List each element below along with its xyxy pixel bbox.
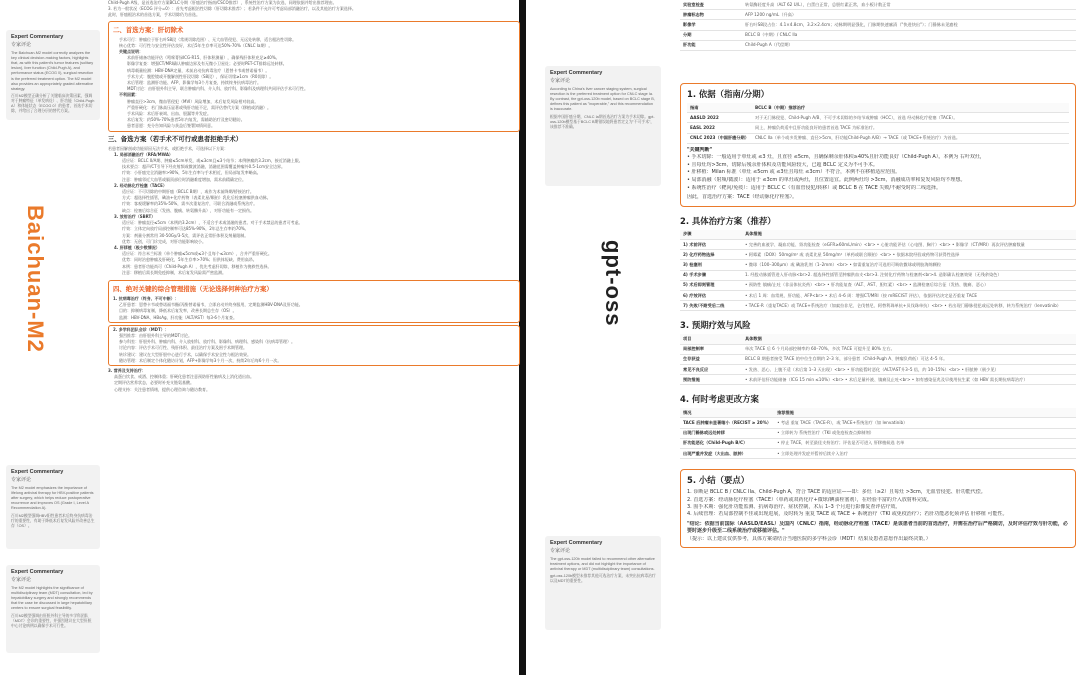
table-row: 肿瘤标志物 AFP 1200 ng/mL（升高） xyxy=(680,10,1076,20)
text-line: MDT讨论：由肝胆外科主导，联合肿瘤内科、介入科、放疗科、影像科及病理科共同评估手术可行性。 xyxy=(127,86,308,92)
bullet-line: 2. 首选方案：经动脉化疗栓塞（TACE）（单药或双药化疗+微球/碘油栓塞剂），在经验丰富的介入放射科完成。 xyxy=(687,496,932,503)
section-lines xyxy=(108,146,520,276)
text-line: 适应证：肿瘤直径≤5cm（本例约3.2cm），不适合手术或消融的患者。对于手术禁忌的患者可考虑。 xyxy=(122,220,303,226)
table-header: 情况 推荐措施 xyxy=(680,408,1076,418)
text-line: 适应证：BCLC 0/A期、肿瘤≤5cm单发，或≤3cm且≤3个结节；本例肿瘤约3.2cm，接近消融上限。 xyxy=(122,158,303,164)
text-line: 1. 抗病毒治疗（终身、不可中断）： xyxy=(113,295,179,301)
table-header: 指南 BCLC B（中期）推荐治疗 xyxy=(687,103,1069,113)
text-line: 优势：同时治愈肿瘤及肝硬化，5年生存率>70%；但供体短缺、费用高昂。 xyxy=(122,257,257,263)
comment-text-zh: 百川M2模型强调HBV阳性患者术后终身抗病毒治疗的重要性，有助于降低术后复发风险并改善总生存（OS）。 xyxy=(11,513,95,528)
table-header: 项目 具体数据 xyxy=(680,334,1076,344)
text-line: 随访管理：术后制定个体化随访计划，AFP+影像学每3个月一次，持续2年后每6个月一次。 xyxy=(119,357,282,363)
comment-title: Expert Commentary xyxy=(11,34,64,40)
text-line: 核心优势：可行性与安全性评估良好，术后5年生存率可达50%-70%（CNLC Ia期）。 xyxy=(119,42,273,48)
table-row: 出现严重并发症（大出血、脓肿） • 立即处理并发症并暂停后续介入治疗 xyxy=(680,449,1076,459)
table-row: TACE 后肿瘤未显著缩小（RECIST ≥ 20%） • 考虑 重复 TACE（TACE-R），或 TACE+系统治疗（如 lenvatinib） xyxy=(680,418,1076,428)
text-line: 适应证：不可切除的中期肝癌（BCLC B期），或作为术前降期/桥接治疗。 xyxy=(122,189,254,195)
text-line: 疗效：客观缓解率约35%-50%，需多次重复治疗，可联合消融或系统治疗。 xyxy=(122,201,258,207)
comment-text-en: According to China's liver cancer staging system, surgical resection is the preferred treatment option for CNLC stage Ia. By contrast, the gpt-oss-120b model, based on BCLC stage B, defines this patient as "inoperable," and this recommendation is inaccurate. xyxy=(550,86,655,112)
text-line: 心理支持：关注患者情绪，提供心理咨询与随访教育。 xyxy=(114,386,210,392)
highlight-management xyxy=(108,280,520,323)
comment-title: Expert Commentary xyxy=(11,569,64,575)
text-line: 目的：抑制病毒复制，降低术后复发率，改善长期总生存（OS）。 xyxy=(119,308,237,314)
text-line: 1. 局部消融治疗（RFA/MWA） xyxy=(114,151,173,157)
table-row: CNLC 2023（中国肝癌分期） CNLC IIa（单个或多发肿瘤、直径>5cm，肝功能Child-Pugh A/B）→ TACE（或 TACE+系统治疗）为首选。 xyxy=(687,133,1069,143)
comment-text-en: The M2 model emphasizes the importance of lifelong antiviral therapy for HBV-positive patients after surgery, which helps reduce postoperative recurrence and improves OS (Grade I, Level A Recommendation A). xyxy=(11,485,94,511)
left-model-label: Baichuan-M2 xyxy=(23,205,48,353)
text-line: 本例：患者肝功能尚可（Child-Pugh A），优先考虑肝切除，移植作为挽救性选择。 xyxy=(122,263,272,269)
expert-comment-left-3 xyxy=(6,565,100,653)
section-title: 2. 具体治疗方案（推荐） xyxy=(680,215,776,226)
table-row: 影像学 肝右叶S8段占位：4.1×4.8cm，3.2×2.4cm；动脉期明显强化，门脉期快速廓清（"快进快出"）；门静脉未见癌栓 xyxy=(680,20,1076,30)
table-row: 常见不良反应 • 发热、恶心、上腹不适（术后第 1–3 天出现）<br> • 肝功能暂时恶化（ALT/AST升3–5 倍，约 10–15%）<br> • 肝脓肿（极少见） xyxy=(680,364,1076,374)
section-title: 四、绝对关键的综合管理措施（无论选择何种治疗方案） xyxy=(113,284,273,293)
bullet-line: 1. 诊断是 BCLC B / CNLC IIa、Child-Pugh A，符合 TACE 的适应证——即：多灶（≥2）且每灶 >3cm，无血管侵犯、肝功能代偿。 xyxy=(687,489,986,496)
text-line: 肿瘤直径>3cm，微血管侵犯（MVI）风险增加，术后复发风险相对较高。 xyxy=(127,98,259,104)
comment-text-en: The M2 model highlights the significance of multidisciplinary team (MDT) consultation, led by hepatobiliary surgery and strongly recommends that the case be discussed in large hepatobiliary centers to ensure surgical feasibility. xyxy=(11,585,93,611)
text-line: 方式：超选择性插管，碘油+化疗药物（表柔比星/顺铂）乳化后栓塞肿瘤供血动脉。 xyxy=(122,195,271,201)
comment-text-en: The gpt-oss-120b model failed to recommend other alternative treatment options, and did not highlight the importance of antiviral therapy or MDT (multidisciplinary team) consultations. xyxy=(550,556,655,572)
panel-divider xyxy=(519,0,526,675)
table-row: 6) 疗效评估 • 术后 1 周：血常规、肝功能、AFP<br> • 术后 4–6 周：增强CT/MRI（按 mRECIST 评估），依据评估决定是否重复 TACE xyxy=(680,290,1076,300)
text-line: 若患者因解剖或功能原因无法手术，或拒绝手术，可选择以下方案： xyxy=(108,145,228,151)
text-line: 乙肝患者：恩替卡韦或替诺福韦酯/丙酚替诺福韦，立即启动并终身服用，定期监测HBV-DNA及肝功能。 xyxy=(119,302,303,308)
comment-subtitle: 专家评论 xyxy=(11,476,32,483)
comment-title: Expert Commentary xyxy=(550,540,603,546)
text-line: 不利因素： xyxy=(119,92,139,98)
table-row: 预防措施 • 术前评估肝功能储备（ICG 15 min ≤10%）<br> • 术后足量补液、镇痛及止吐<br> • 如有感染征兆及早使用抗生素（如 HBV 需长期抗病毒治疗） xyxy=(680,375,1076,385)
table-row: 肝功能恶化（Child-Pugh B/C） • 停止 TACE，转至最佳支持治疗；评估是否可进入 肝移植候选 名单 xyxy=(680,438,1076,448)
section-lines xyxy=(113,37,515,130)
summary-disclaimer: （提示：以上建议仅供参考，具体方案请结合当地医院的多学科会诊（MDT）结果及患者意愿作出最终决策。） xyxy=(687,535,931,542)
text-line: 讨论内容：评估手术可行性、残肝体积、最佳治疗方案及围手术期管理。 xyxy=(119,345,247,351)
expert-comment-right-2 xyxy=(545,536,661,630)
text-line: 关键点说明： xyxy=(119,49,143,55)
section-lines xyxy=(108,368,520,393)
text-line: 适应证：符合米兰标准（单个肿瘤≤5cm或≤3个且每个≤3cm），合并严重肝硬化。 xyxy=(122,251,272,257)
text-line: 参与科室：肝胆外科、肿瘤内科、介入放射科、放疗科、影像科、病理科、感染科（抗病毒管理）。 xyxy=(119,339,295,345)
section-title: 3. 预期疗效与风险 xyxy=(680,320,751,331)
comment-text-zh: 百川M2模型强调由肝胆外科主导的多学科团队（MDT）会诊的重要性，并强烈建议在大型肝胆中心讨论病例以确保手术可行性。 xyxy=(11,613,92,628)
section-title: 4. 何时考虑更改方案 xyxy=(680,394,759,405)
section-lines xyxy=(113,327,515,364)
text-line: 术后复发：约50%-70%患者5年内复发，需辅助治疗及密切随访。 xyxy=(127,117,245,123)
table-row: 生存获益 BCLC B 期患者接受 TACE 的中位生存期约 2–3 年，部分患者（Child-Pugh A、肿瘤负荷低）可达 4–5 年。 xyxy=(680,354,1076,364)
text-line: 病毒载量检测：HBV-DNA定量，术前启动抗病毒治疗（恩替卡韦或替诺福韦）。 xyxy=(127,67,270,73)
bullet-line: • 手术切除：一般适用于单灶或 ≤3 灶，且直径 ≤5cm，且确保剩余肝体积≥40%且肝功能良好（Child-Pugh A）。本例为 右叶双灶， xyxy=(687,154,985,161)
highlight-mdt xyxy=(108,325,520,366)
text-line: 影像学复查：增强CT/MRI确认肿瘤边界及有无微小卫星灶；必要时PET-CT排除远处转移。 xyxy=(127,61,287,67)
right-document xyxy=(680,0,1076,675)
table-row: 1) 术前评估 • 完善的血液学、凝血功能、肾功能检查（eGFR≥60mL/min）<br> • 心脏功能评估（心电图、胸片）<br> • 影像学（CT/MRI）再次评估肿瘤数量 xyxy=(680,240,1076,250)
highlight-guideline-basis xyxy=(680,83,1076,207)
text-line: 注意：肿瘤邻近大血管或膈顶部位时消融难度增加，需术前精确定位。 xyxy=(122,176,246,182)
comment-title: Expert Commentary xyxy=(11,469,64,475)
text-line: 技术要点：超声/CT引导下经皮射频或微波消融，消融范围需覆盖肿瘤外0.5-1cm安全边界。 xyxy=(122,164,286,170)
text-line: 疗效：小肝癌完全消融率>90%，5年生存率与手术相近，但局部复发率略高。 xyxy=(122,170,261,176)
patient-info-table xyxy=(680,0,1076,51)
expert-comment-left-1 xyxy=(6,30,100,120)
expert-comment-right-1 xyxy=(545,66,661,186)
highlight-preferred-surgery xyxy=(108,21,520,132)
bullet-line: • 局部消融（射频/微波）：适用于 ≤3cm 的单灶或两灶，且位置适宜。此例两灶均 >3cm，消融成功率和复发风险均不理想。 xyxy=(687,177,966,184)
bullet-line: • 肝移植：Milan 标准（单灶 ≤5cm 或 ≤3灶且每灶 ≤3cm）不符合，本例不在移植适应范围。 xyxy=(687,169,901,176)
text-line: 3. 若为一般状况（ECOG 评分=0）：首先考虑根治性切除（肝切除术推荐）；若条件不允许可考虑局部消融治疗，以及其他治疗方案选择。 xyxy=(108,6,356,12)
comment-text-zh: 百川M2模型正确分析了关键临床决策因素，强调对于肿瘤特征（单发病灶）、肝功能（Child-Pugh A）和体能状态（ECOG 0）的患者，首选手术切除，并给出了合理分层的替代方案。 xyxy=(11,93,95,114)
table-header: 步骤 具体措施 xyxy=(680,230,1076,240)
text-line: 方案：剂量分割常用 30-50Gy/3-5次，需评估正常肝体积及剂量限制。 xyxy=(122,232,249,238)
text-line: 4. 肝移植（极少数情况） xyxy=(114,244,160,250)
text-line: 术前肝储备功能评估（吲哚菁绿ICG-R15、肝体积测量），确保残肝体积充足≥40%。 xyxy=(127,55,280,61)
text-line: 高蛋白饮食、戒酒、控制体重；肝硬化患者注意预防肝性脑病及上消化道出血。 xyxy=(114,374,254,380)
text-line: 优势：无创，可门诊完成，对肝功能影响较小。 xyxy=(122,238,206,244)
left-document xyxy=(108,0,520,675)
conclusion-line: 因此，首选治疗方案：TACE（经动脉化疗栓塞）。 xyxy=(687,194,798,201)
table-row: 4) 手术步骤 1. 经股动脉插管进入肝动脉<br>2. 超选择性插管至肿瘤供血支<br>3. 注射化疗药物与栓塞剂<br>4. 造影确认栓塞效果（无残余染色） xyxy=(680,270,1076,280)
comment-text-zh: gpt-oss-120b模型未推荐其他可选治疗方案，未突出抗病毒治疗以及MDT的重要性。 xyxy=(550,574,656,584)
section-title: 1. 依据（指南/分期） xyxy=(687,88,769,99)
left-intro-lines xyxy=(108,0,520,19)
bullet-line: • 系统性治疗（靶向/免疫）：适用于 BCLC C（有血管侵犯/转移）或 BCLC B 在 TACE 失败/不耐受时的二线选择。 xyxy=(687,184,942,191)
expert-comment-left-2 xyxy=(6,465,100,549)
section-title: 二、首选方案：肝切除术 xyxy=(113,25,184,34)
table-row: 实验室检查 转氨酶轻度升高（ALT 62 U/L），白蛋白正常，总胆红素正常，血小板计数正常 xyxy=(680,0,1076,10)
text-line: 术后管理：监测肝功能、AFP、影像学每3个月复查，持续终身抗病毒治疗。 xyxy=(127,80,261,86)
bullet-line: • 且每灶均>3cm，切除后残余肝体积及功能风险较大，已超 BCLC 定义为不可手术。 xyxy=(687,161,878,168)
text-line: 2. 经动脉化疗栓塞（TACE） xyxy=(114,182,167,188)
comment-text-zh: 根据中国肝癌分期，CNLC Ia期首选治疗方案为手术切除。gpt-oss-120b模型基于BCLC B期错误地将患者定义为"不可手术"，该推荐不准确。 xyxy=(550,114,655,129)
text-line: Child-Pugh A级，是首选治疗方案BCLC分期（肝癌治疗指南/CSCO推荐），系统性治疗方案为次选，同理依据并给出推荐理由。 xyxy=(108,0,337,5)
key-judgement-title: "关键判断" xyxy=(687,146,713,153)
treatment-plan-table xyxy=(680,230,1076,312)
text-line: 定期评估营养状态，必要时补充支链氨基酸。 xyxy=(114,380,194,386)
section-title: 三、备选方案（若手术不可行或患者拒绝手术） xyxy=(108,134,243,143)
text-line: 强烈推荐：由肝胆外科主导的MDT讨论。 xyxy=(119,332,192,338)
text-line: 注意：移植后需长期免疫抑制，术后复发风险需严密监测。 xyxy=(122,269,226,275)
change-plan-table xyxy=(680,408,1076,459)
text-line: 缺点：栓塞后综合征（发热、腹痛、转氨酶升高），对肝功能有一定损伤。 xyxy=(122,207,254,213)
key-judgement-bullets xyxy=(687,154,1069,192)
comment-text-en: The Baichuan-M2 model correctly analyzes the key clinical decision-making factors, highlights that, as with this patient's tumor features (solitary lesion), liver function (Child-Pugh A), and performance status (ECOG 0), surgical resection is the preferred treatment option. The M2 model also provides an appropriately graded alternative strategy. xyxy=(11,50,94,91)
text-line: 手术可行：肿瘤位于肝右叶S8段（常规切除范围）、无大血管侵犯、无远处转移，适合根治性切除。 xyxy=(119,36,297,42)
table-row: 肝功能 Child-Pugh A（代偿期） xyxy=(680,40,1076,50)
comment-title: Expert Commentary xyxy=(550,70,603,76)
text-line: 手术风险：术后肝衰竭、出血、胆漏等并发症。 xyxy=(127,111,211,117)
text-line: 3. 放射治疗（SBRT） xyxy=(114,213,156,219)
text-line: 疗效：立体定向放疗局部控制率可达85%-90%，2年总生存率约70%。 xyxy=(122,226,249,232)
text-line: 监测：HBV-DNA、HBsAg、肝功能（ALT/AST）每3-6个月复查。 xyxy=(119,314,237,320)
summary-lines xyxy=(687,489,1069,519)
table-row: 7) 失败/不耐受后二线 • TACE-R（重复TACE）或 TACE+系统治疗（如索拉非尼、仑伐替尼、阿替利珠单抗+贝伐珠单抗）<br> • 若出现门静脉侵犯或远处转移，转为系统治疗（lenvatinib） xyxy=(680,301,1076,311)
highlight-summary xyxy=(680,469,1076,548)
comment-subtitle: 专家评论 xyxy=(11,41,32,48)
summary-quote: "结论：依据当前国际（AASLD/EASL）及国内（CNLC）指南，经动脉化疗栓塞（TACE）是该患者当前的首选治疗，并需在治疗后严格随访，及时评估疗效与肝功能，必要时逐步升级至二线系统治疗或移植评估。" xyxy=(687,520,1068,535)
bullet-line: 4. 后续管理：若局部控制不佳或出现进展，及时转为 重复 TACE 或 TACE + 系统治疗（TKI 或免疫治疗）；若肝功能恶化须评估 肝移植 可能性。 xyxy=(687,511,1008,518)
table-row: AASLD 2022 对于无门脉侵犯、Child-Pugh A/B、不可手术切除的多结节或肿瘤（HCC），首选 经动脉化疗栓塞（TACE）。 xyxy=(687,113,1069,123)
comment-subtitle: 专家评论 xyxy=(550,77,571,84)
table-row: 出现门静脉或远处转移 • 立即转为 系统性治疗（TKI 或免疫检查点抑制剂） xyxy=(680,428,1076,438)
text-line: 患者意愿：充分告知风险与获益后签署知情同意。 xyxy=(127,123,215,129)
table-row: 局部控制率 单次 TACE 后 6 个月局部控制率约 60–70%，多次 TACE 可提升至 80% 左右。 xyxy=(680,344,1076,354)
comment-subtitle: 专家评论 xyxy=(11,576,32,583)
comment-subtitle: 专家评论 xyxy=(550,547,571,554)
table-row: 分期 BCLC B（中期）/ CNLC IIa xyxy=(680,30,1076,40)
bullet-line: 3. 围手术期：强化肝功能监测、抗病毒治疗、症状控制，术后 1–3 个月进行影像复查评估疗效。 xyxy=(687,504,901,511)
section-title: 5. 小结（要点） xyxy=(687,475,750,486)
text-line: 手术方式：腹腔镜或开腹解剖性肝段切除（S8段），保证切缘≥1cm（R0切除）。 xyxy=(127,73,274,79)
efficacy-risk-table xyxy=(680,334,1076,385)
right-model-label: gpt-oss xyxy=(601,240,626,327)
guideline-table xyxy=(687,103,1069,144)
text-line: 此时，肝癌根治术的首选方案，手术切除仍为首选。 xyxy=(108,12,200,18)
table-row: 5) 术后即刻管理 • 预防性 镇痛/止吐（非甾体抗炎药）<br> • 肝功能复查（ALT、AST、胆红素）<br> • 监测栓塞后综合征（发热、腹痛、恶心） xyxy=(680,280,1076,290)
text-line: 3. 营养及支持治疗： xyxy=(108,367,146,373)
text-line: 转诊建议：建议在大型肝胆中心进行手术，以确保手术安全性与根治效果。 xyxy=(119,351,251,357)
table-row: 2) 化疗药物选择 • 阿霉素（DOX）50mg/m² 或 表柔比星 50mg/m²（单药或联合顺铂）<br> • 依据本院经验或药物可获得性选择 xyxy=(680,250,1076,260)
text-line: 严重肝硬化：若门脉高压显著或残肝功能不足，需评估替代方案（移植或消融）。 xyxy=(127,104,271,110)
table-row: EASL 2022 同上，肿瘤负荷适中且肝功能良好的患者首选 TACE 为标准治疗。 xyxy=(687,123,1069,133)
table-row: 3) 栓塞剂 • 微球（100–300μm）或 碘油乳剂（1–2mm）<br> • 如需重复治疗可选用可吸收微球或明胶海绵颗粒 xyxy=(680,260,1076,270)
section-lines xyxy=(113,296,515,321)
text-line: 2. 多学科团队会诊（MDT）： xyxy=(113,326,169,332)
